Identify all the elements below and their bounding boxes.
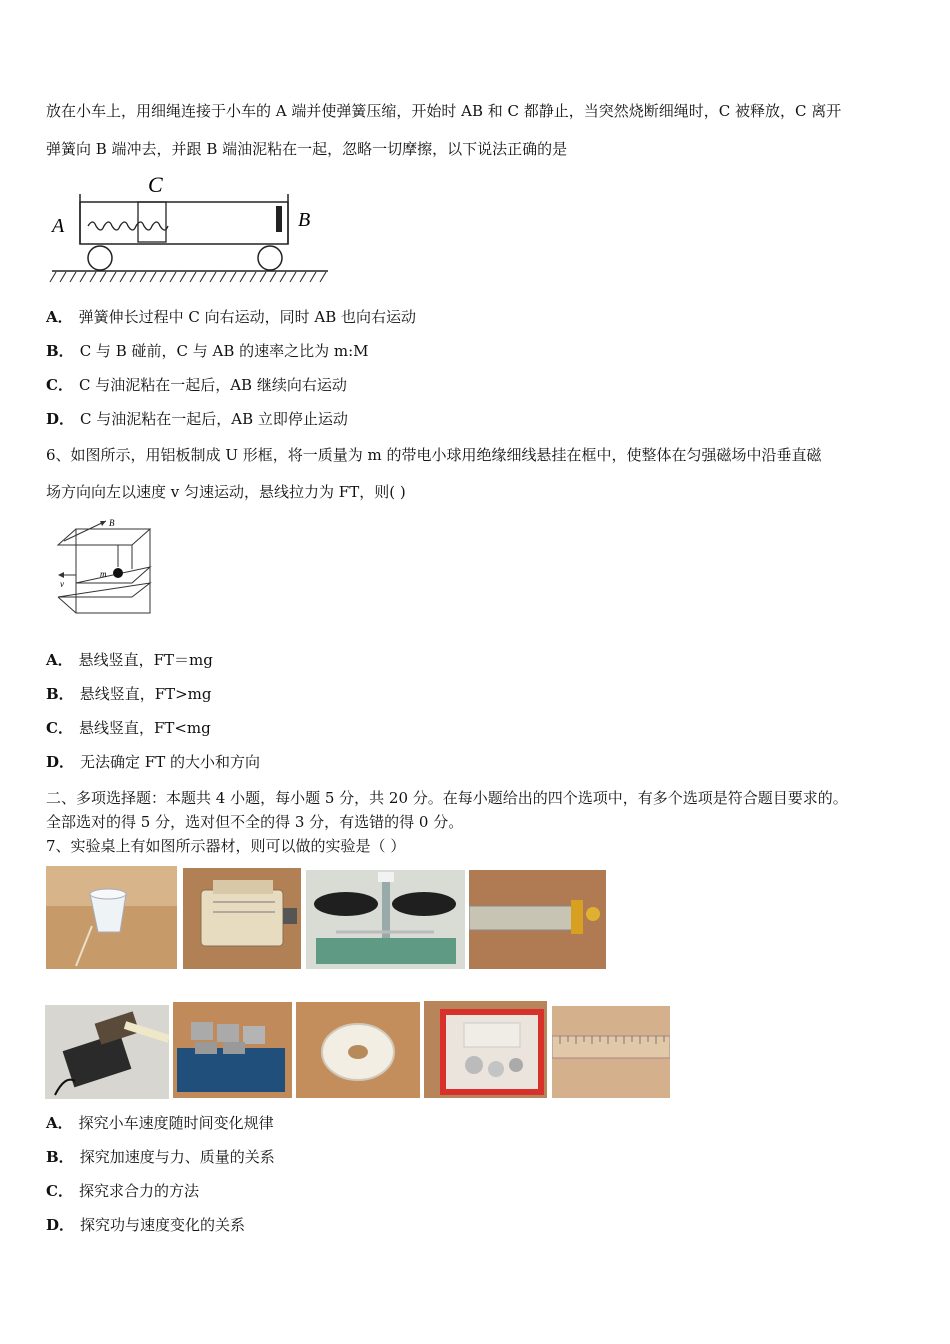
photo-rail [469,870,606,969]
q7-option-c[interactable]: C． 探究求合力的方法 [46,1182,199,1200]
q6-option-d[interactable]: D． 无法确定 FT 的大小和方向 [46,753,260,771]
q6-option-c[interactable]: C． 悬线竖直，FT<mg [46,719,211,737]
photo-ruler [552,1006,670,1098]
photo-balance-scale [306,870,465,969]
q6-stem-line1: 6、如图所示，用铝板制成 U 形框，将一质量为 m 的带电小球用绝缘细线悬挂在框中，使整体在匀强磁场中沿垂直磁 [46,446,822,464]
label-b: B [298,209,311,231]
photo-cup [46,866,177,969]
q6-option-b[interactable]: B． 悬线竖直，FT>mg [46,685,212,703]
photo-weight-set [424,1001,547,1098]
q5-stem-line2: 弹簧向 B 端冲去，并跟 B 端油泥粘在一起，忽略一切摩擦，以下说法正确的是 [46,140,568,158]
photo-timer-device [183,868,301,969]
q5-option-a[interactable]: A． 弹簧伸长过程中 C 向右运动，同时 AB 也向右运动 [46,308,417,326]
u-frame-diagram [46,517,160,617]
q7-option-d[interactable]: D． 探究功与速度变化的关系 [46,1216,246,1234]
label-a: A [52,215,65,237]
q6-stem-line2: 场方向向左以速度 v 匀速运动，悬线拉力为 FT，则( ) [46,483,406,501]
label-b-field: B [109,518,115,528]
q6-option-a[interactable]: A． 悬线竖直，FT＝mg [46,651,213,669]
q5-option-b[interactable]: B． C 与 B 碰前，C 与 AB 的速率之比为 m:M [46,342,369,360]
q5-stem-line1: 放在小车上，用细绳连接于小车的 A 端并使弹簧压缩，开始时 AB 和 C 都静止，当突然烧断细绳时，C 被释放，C 离开 [46,102,842,120]
section2-line1: 二、多项选择题：本题共 4 小题，每小题 5 分，共 20 分。在每小题给出的四个选项中，有多个选项是符合题目要求的。 [46,789,848,807]
q5-option-d[interactable]: D． C 与油泥粘在一起后，AB 立即停止运动 [46,410,348,428]
q7-stem: 7、实验桌上有如图所示器材，则可以做的实验是（ ） [46,837,406,855]
q5-option-c[interactable]: C． C 与油泥粘在一起后，AB 继续向右运动 [46,376,347,394]
q7-option-a[interactable]: A． 探究小车速度随时间变化规律 [46,1114,274,1132]
q7-option-b[interactable]: B． 探究加速度与力、质量的关系 [46,1148,275,1166]
photo-power-supply [45,1005,169,1099]
label-c: C [148,172,163,197]
photo-paper-tape [296,1002,420,1098]
photo-weights-tray [173,1002,292,1098]
label-v: v [60,579,64,589]
cart-spring-diagram [48,172,333,288]
label-m: m [100,569,107,579]
section2-line2: 全部选对的得 5 分，选对但不全的得 3 分，有选错的得 0 分。 [46,813,464,831]
